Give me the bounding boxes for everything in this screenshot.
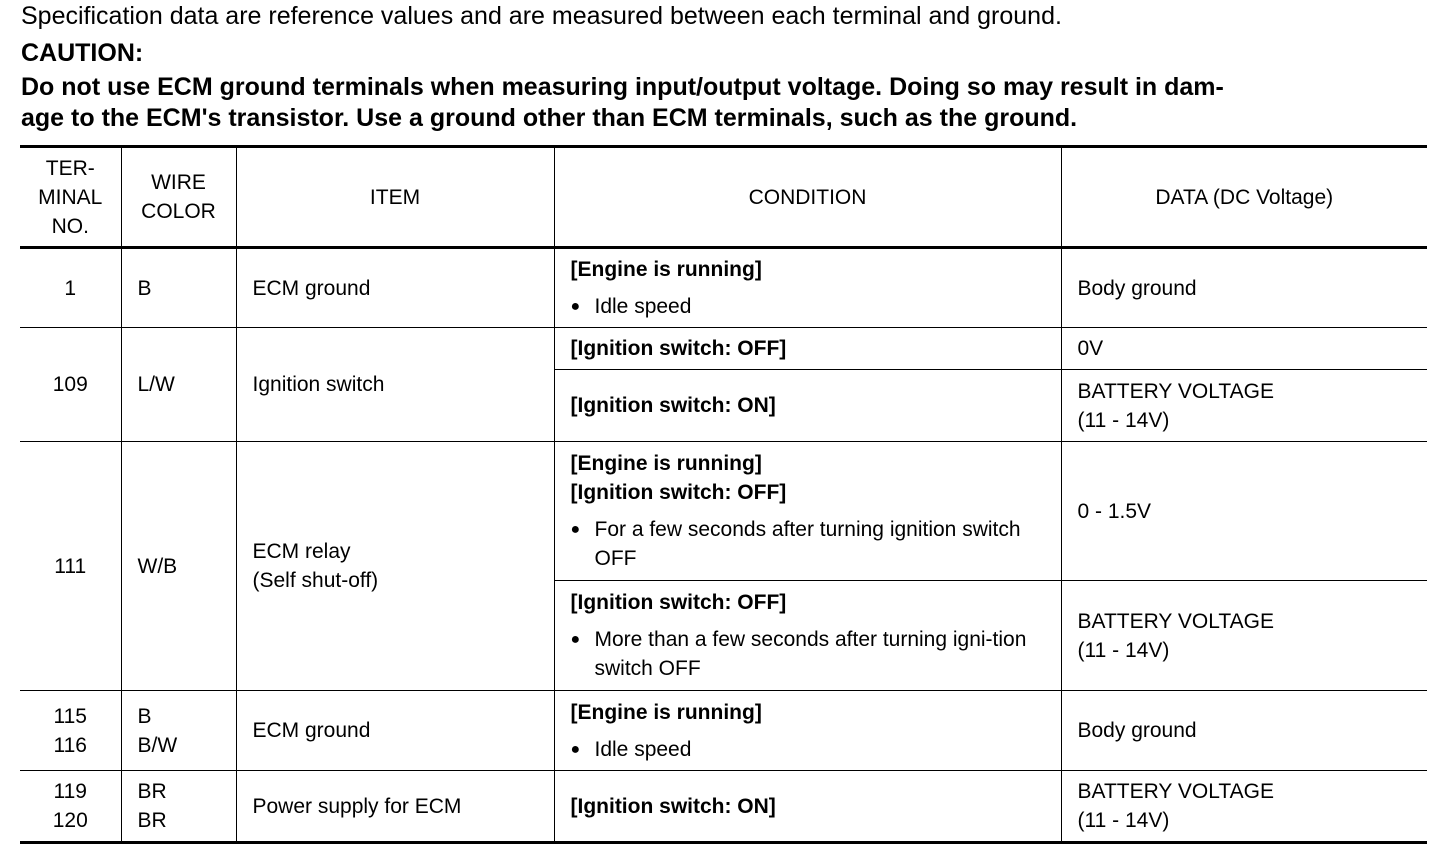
condition-cell	[554, 771, 1061, 843]
header-wire-color: WIRE COLOR	[121, 147, 236, 248]
table-body	[20, 248, 1427, 843]
bullet-icon: ●	[570, 631, 581, 648]
spec-table	[20, 145, 1427, 844]
condition-cell	[554, 691, 1061, 771]
data-cell: Body ground	[1061, 691, 1427, 771]
header-condition: CONDITION	[554, 147, 1061, 248]
terminal-cell: 1	[20, 248, 121, 328]
header-item: ITEM	[236, 147, 554, 248]
condition-label: [Ignition switch: ON]	[570, 794, 776, 818]
table-row	[20, 691, 1427, 771]
header-data: DATA (DC Voltage)	[1061, 147, 1427, 248]
table-row	[20, 771, 1427, 843]
condition-label: [Engine is running]	[570, 700, 762, 724]
header-row	[20, 147, 1427, 248]
header-terminal-no: TER- MINAL NO.	[20, 147, 121, 248]
table-row	[20, 248, 1427, 328]
data-cell: BATTERY VOLTAGE (11 - 14V)	[1061, 370, 1427, 442]
wire-color-cell: W/B	[121, 442, 236, 691]
condition-label: [Ignition switch: ON]	[570, 394, 776, 417]
table-row	[20, 442, 1427, 581]
bullet-icon: ●	[570, 740, 581, 758]
item-cell: Power supply for ECM	[236, 771, 554, 843]
intro-text: Specification data are reference values and are measured between each terminal and ground.	[21, 2, 1062, 30]
condition-bullet: ● More than a few seconds after turning igni-tion switch OFF	[571, 625, 1051, 683]
caution-line-1: Do not use ECM ground terminals when measuring input/output voltage. Doing so may result in dam-	[21, 73, 1224, 101]
condition-cell	[554, 581, 1061, 691]
table-row	[20, 328, 1427, 370]
item-cell: ECM ground	[236, 248, 554, 328]
caution-body	[21, 72, 1431, 134]
condition-label: [Ignition switch: OFF]	[570, 337, 787, 360]
caution-heading: CAUTION:	[21, 39, 144, 67]
bullet-icon: ●	[570, 521, 581, 538]
condition-cell	[554, 328, 1061, 370]
item-cell: Ignition switch	[236, 328, 554, 442]
caution-line-2: age to the ECM's transistor. Use a ground other than ECM terminals, such as the ground.	[21, 104, 1078, 132]
wire-color-cell: BR BR	[121, 771, 236, 843]
condition-cell	[554, 442, 1061, 581]
wire-color-cell: B B/W	[121, 691, 236, 771]
condition-bullet: ● Idle speed	[571, 292, 1051, 321]
condition-cell	[554, 370, 1061, 442]
terminal-cell: 111	[20, 442, 121, 691]
item-cell: ECM ground	[236, 691, 554, 771]
condition-cell	[554, 248, 1061, 328]
data-cell: 0 - 1.5V	[1061, 442, 1427, 581]
terminal-cell: 115 116	[20, 691, 121, 771]
condition-label: [Ignition switch: OFF]	[570, 481, 787, 504]
condition-label: [Engine is running]	[570, 452, 762, 475]
terminal-cell: 119 120	[20, 771, 121, 843]
item-cell: ECM relay (Self shut-off)	[236, 442, 554, 691]
condition-bullet: ● Idle speed	[571, 735, 1051, 764]
condition-bullet: ● For a few seconds after turning ignition switch OFF	[571, 515, 1051, 573]
data-cell: BATTERY VOLTAGE (11 - 14V)	[1061, 581, 1427, 691]
bullet-icon: ●	[570, 298, 581, 315]
terminal-cell: 109	[20, 328, 121, 442]
data-cell: 0V	[1061, 328, 1427, 370]
data-cell: BATTERY VOLTAGE (11 - 14V)	[1061, 771, 1427, 843]
data-cell: Body ground	[1061, 248, 1427, 328]
condition-label: [Engine is running]	[570, 258, 762, 281]
wire-color-cell: B	[121, 248, 236, 328]
wire-color-cell: L/W	[121, 328, 236, 442]
condition-label: [Ignition switch: OFF]	[570, 591, 787, 614]
